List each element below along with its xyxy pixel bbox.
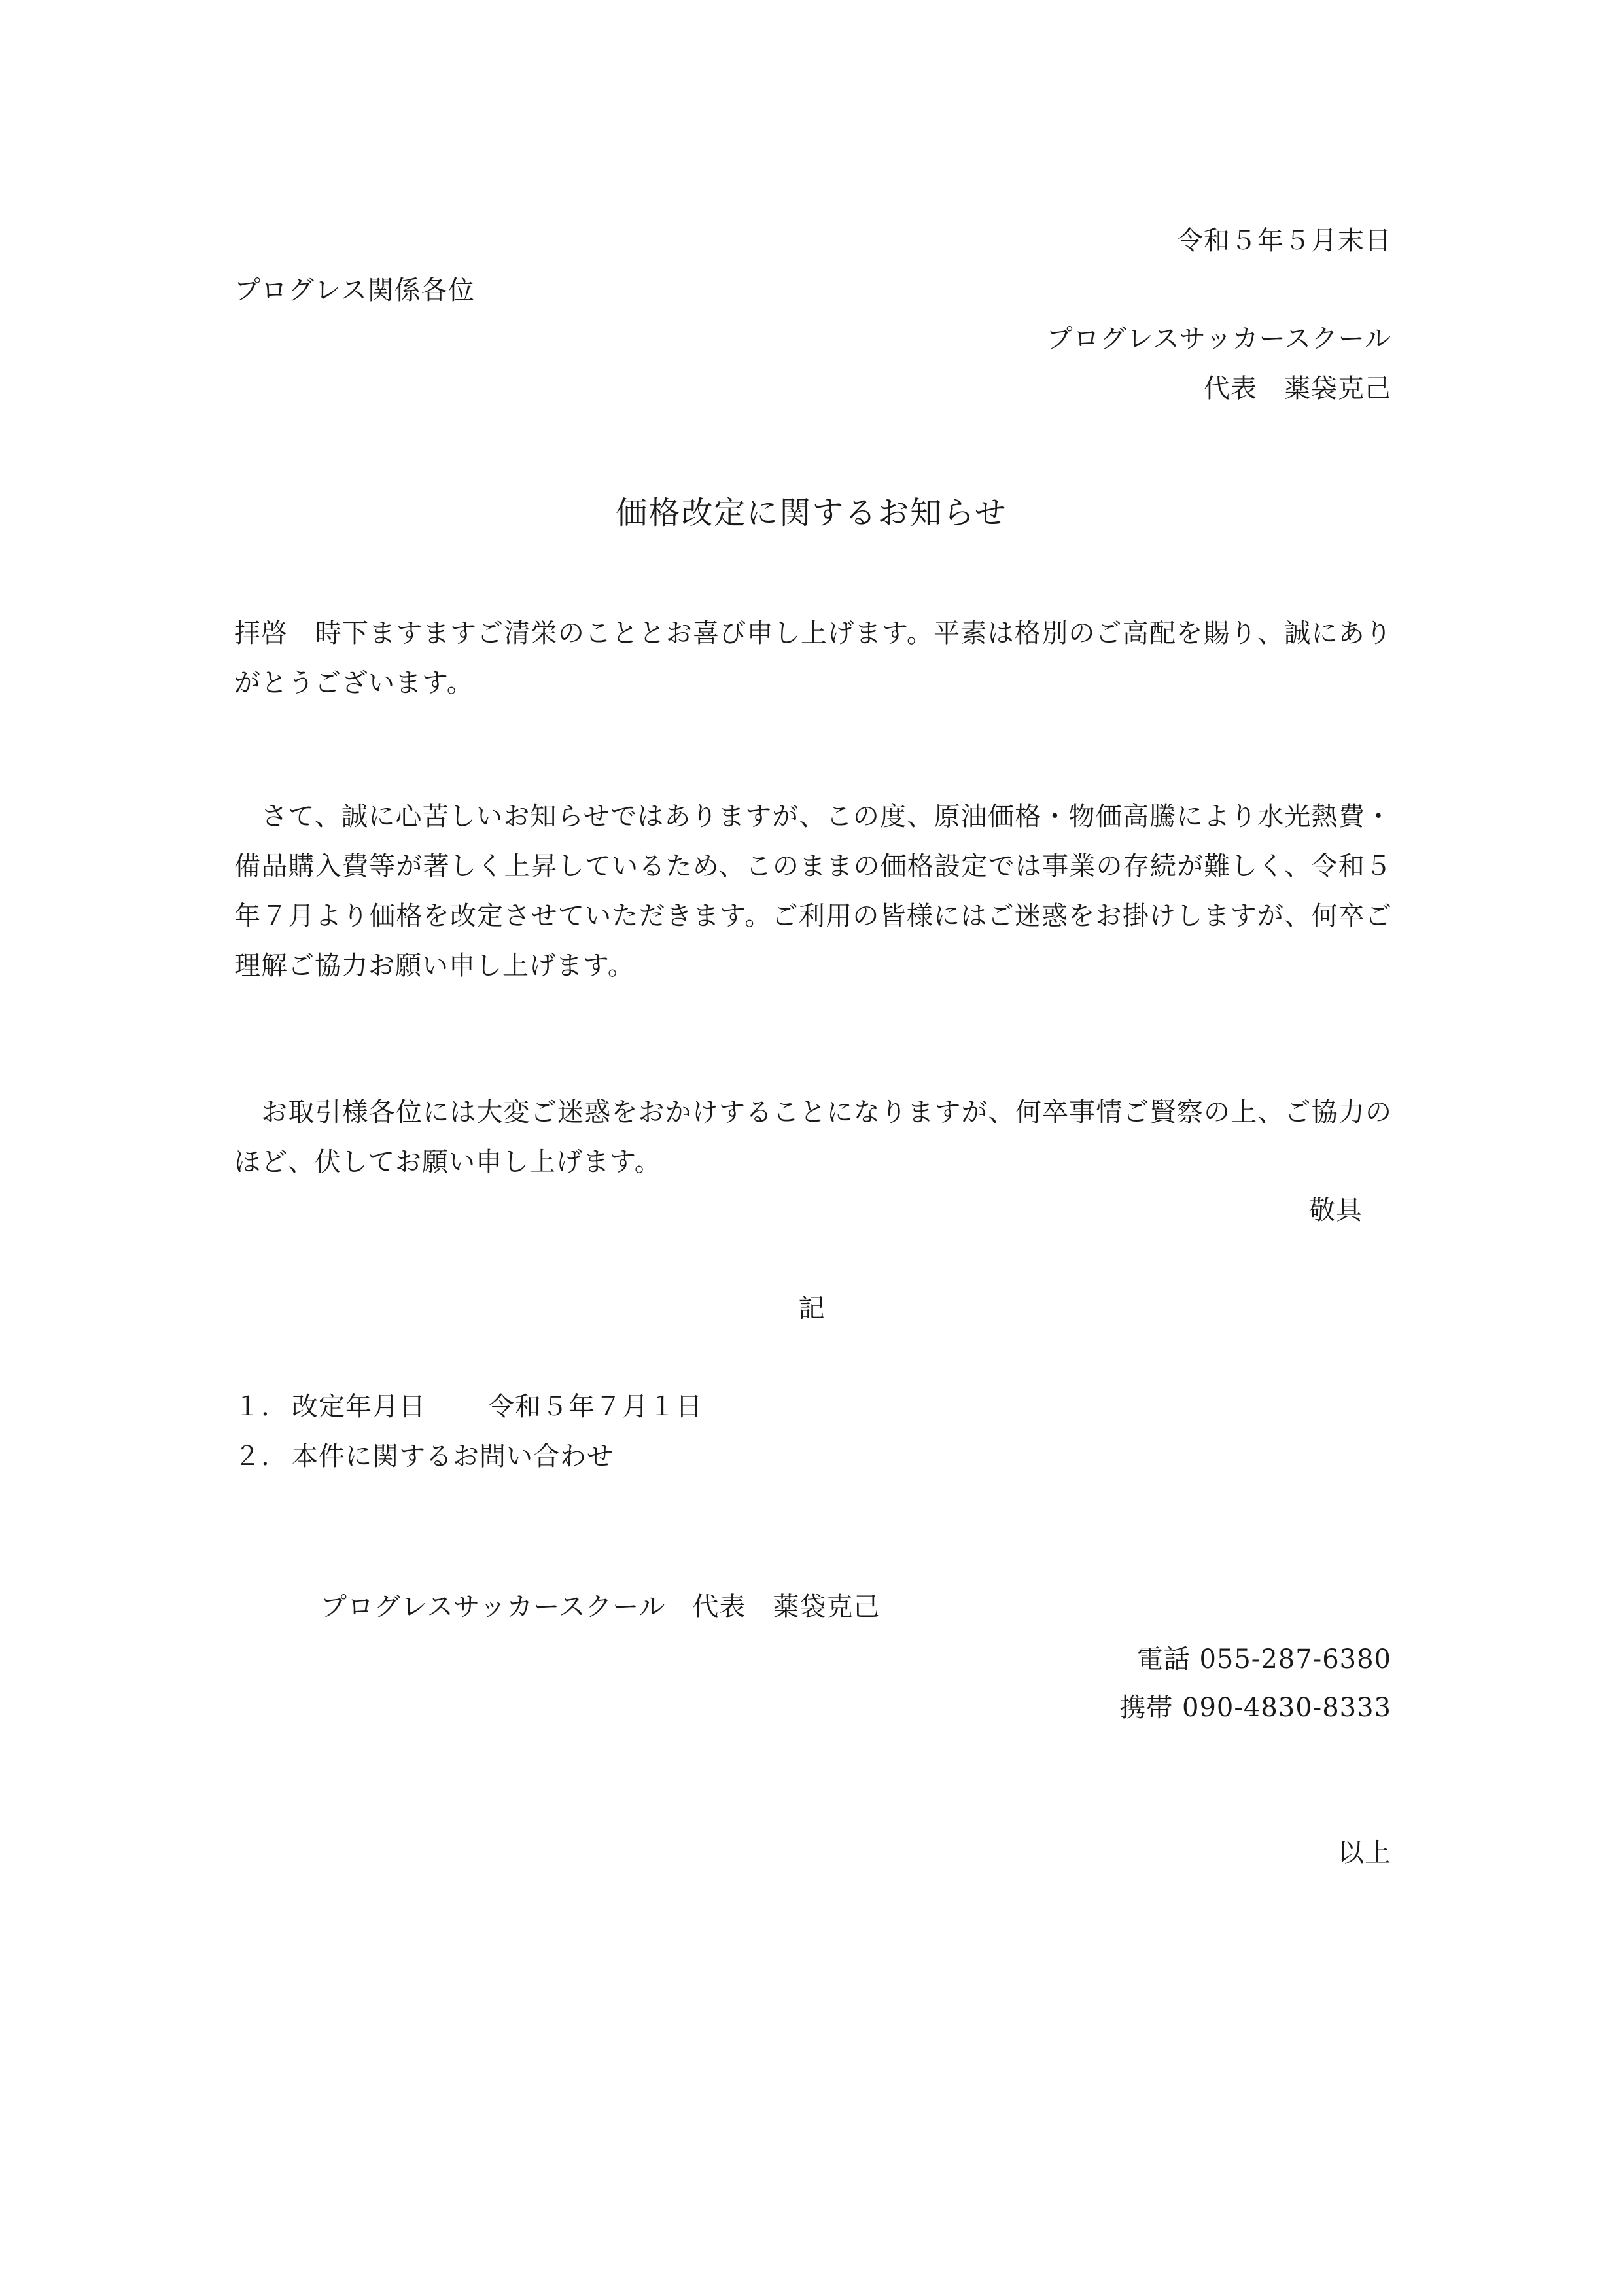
contact-phone: 電話 055-287-6380 — [1136, 1644, 1391, 1674]
end-mark: 以上 — [1338, 1838, 1391, 1868]
greeting-paragraph: 拝啓 時下ますますご清栄のこととお喜び申し上げます。平素は格別のご高配を賜り、誠にありがとうございます。 — [234, 618, 1392, 698]
item-number: ２. — [234, 1441, 270, 1472]
contact-mobile: 携帯 090-4830-8333 — [1119, 1693, 1391, 1723]
record-mark: 記 — [798, 1294, 825, 1324]
item-label: 本件に関するお問い合わせ — [292, 1441, 614, 1472]
recipient: プログレス関係各位 — [234, 275, 475, 306]
closing-word: 敬具 — [1309, 1195, 1363, 1226]
contact-name: プログレスサッカースクール 代表 薬袋克己 — [321, 1592, 881, 1622]
sender-organization: プログレスサッカースクール — [1046, 324, 1391, 354]
list-item — [234, 1443, 614, 1470]
body-paragraph-2: お取引様各位には大変ご迷惑をおかけすることになりますが、何卒事情ご賢察の上、ご協力のほど、伏してお願い申し上げます。 — [234, 1097, 1392, 1177]
document-title: 価格改定に関するお知らせ — [616, 495, 1007, 531]
sender-representative: 代表 薬袋克己 — [1204, 374, 1391, 404]
item-value: 令和５年７月１日 — [488, 1392, 703, 1422]
item-number: １. — [234, 1392, 270, 1422]
item-label: 改定年月日 — [292, 1392, 426, 1422]
body-paragraph-1: さて、誠に心苦しいお知らせではありますが、この度、原油価格・物価高騰により水光熱費・備品購入費等が著しく上昇しているため、このままの価格設定では事業の存続が難しく、令和５年７月より価格を改定させていただきます。ご利用の皆様にはご迷惑をお掛けしますが、何卒ご理解ご協力お願い申し上げます。 — [234, 802, 1392, 981]
list-item — [234, 1394, 703, 1420]
document-date: 令和５年５月末日 — [1177, 226, 1391, 256]
